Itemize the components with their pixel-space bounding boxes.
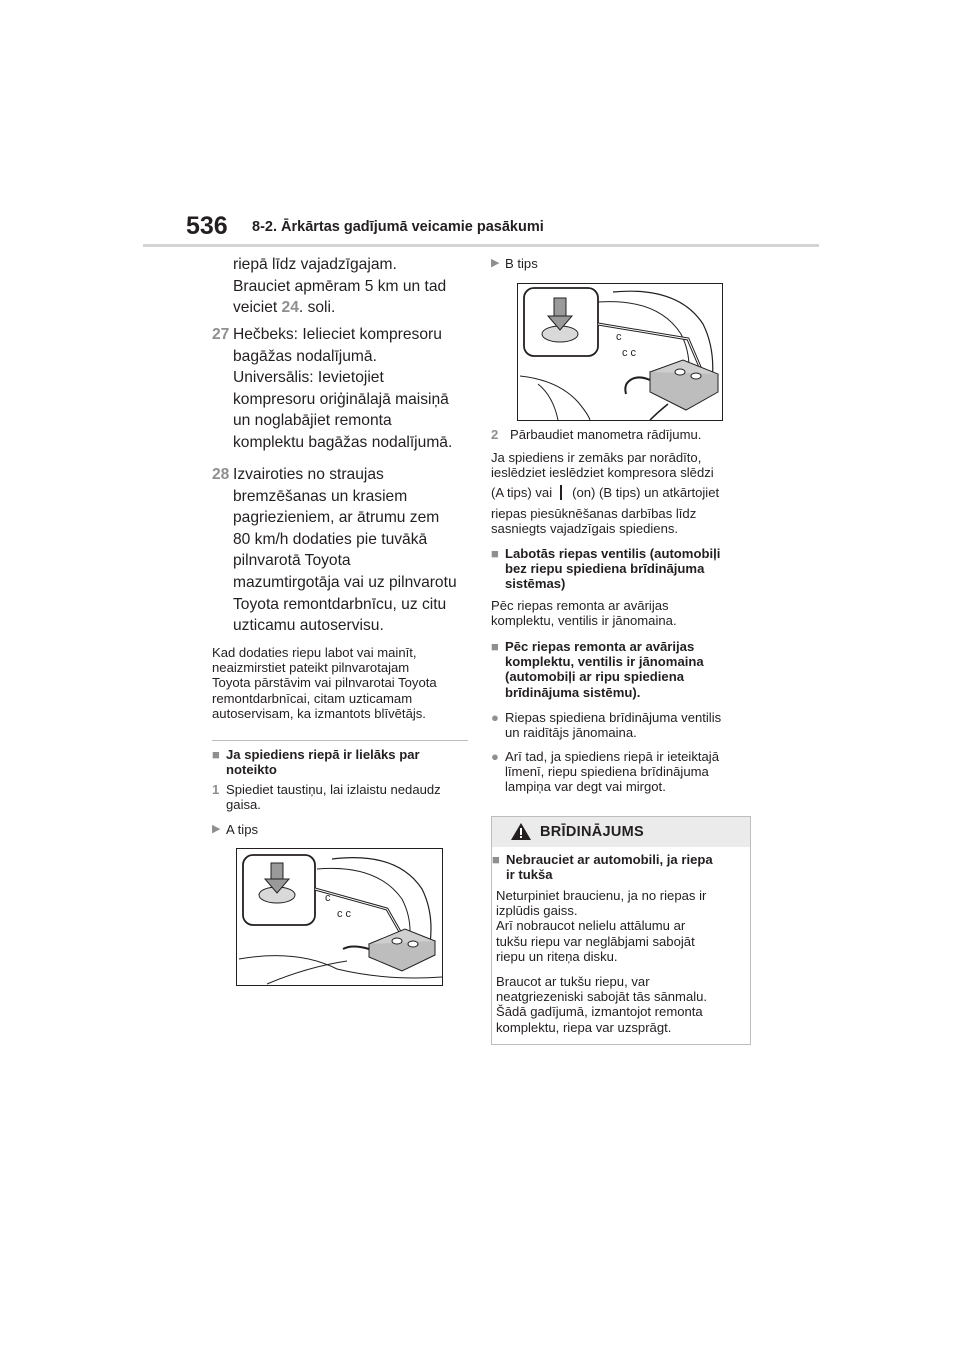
svg-text:c: c [616,331,622,343]
continuation-text: riepā līdz vajadzīgajam. Brauciet apmēram 5 km un tad veiciet 24. soli. [233,256,447,317]
svg-text:c: c [325,892,331,904]
step-number: 27 [212,326,230,343]
warning-header [492,817,750,847]
note-paragraph: Kad dodaties riepu labot vai mainīt, neaizmirstiet pateikt pilnvarotajam Toyota pārstāvim vai pilnvarotai Toyota remontdarbnīcai, citam uzticamam autoservisam, ka izmantots blīvētājs. [212,645,437,721]
square-bullet-icon: ■ [212,747,220,762]
arrow-right-icon: ▶ [491,257,500,269]
section-divider [212,740,468,741]
switch-on-icon [560,485,562,500]
header-rule [143,244,819,247]
square-bullet-icon: ■ [492,852,500,867]
step-number: 28 [212,466,230,483]
svg-text:c c: c c [337,908,352,920]
illustration-type-a [236,848,443,986]
arrow-right-icon: ▶ [212,823,221,835]
pressure-instruction: Ja spiediens ir zemāks par norādīto, ieslēdziet ieslēdziet kompresora slēdzi (A tips) vai (on) (B tips) un atkārtojiet riepas piesūknēšanas darbības līdz sasniegts vajadzīgais spiediens. [491,450,720,536]
warning-title: BRĪDINĀJUMS [540,824,644,840]
circle-bullet-icon: ● [491,710,499,725]
illustration-type-b [517,283,723,421]
svg-text:c c: c c [622,347,637,359]
warning-paragraph-2: Braucot ar tukšu riepu, var neatgriezeniski sabojāt tās sānmalu. Šādā gadījumā, izmantojot remonta komplektu, riepa var uzsprāgt. [496,974,708,1035]
warning-box: BRĪDINĀJUMS ■ Nebrauciet ar automobili, ja riepa ir tukša Neturpiniet braucienu, ja no riepas ir izplūdis gaiss. Arī nobraucot nelielu attālumu ar tukšu riepu var neglābjami sabojāt riepu un riteņa disku. Braucot ar tukšu riepu, var neatgriezeniski sabojāt tās sānmalu. Šādā gadījumā, izmantojot remonta komplektu, riepa var uzsprāgt. [491,816,751,1045]
page-number: 536 [186,212,228,240]
warning-triangle-icon [510,822,532,846]
circle-bullet-icon: ● [491,749,499,764]
warning-paragraph-1: Neturpiniet braucienu, ja no riepas ir izplūdis gaiss. Arī nobraucot nelielu attālumu ar tukšu riepu var neglābjami sabojāt riepu un riteņa disku. [496,888,707,964]
valve-paragraph: Pēc riepas remonta ar avārijas komplektu, ventilis ir jānomaina. [491,598,677,629]
step-number: 2 [491,427,499,442]
square-bullet-icon: ■ [491,639,499,654]
section-title: 8-2. Ārkārtas gadījumā veicamie pasākumi [252,219,544,235]
step-number: 1 [212,782,220,797]
square-bullet-icon: ■ [491,546,499,561]
